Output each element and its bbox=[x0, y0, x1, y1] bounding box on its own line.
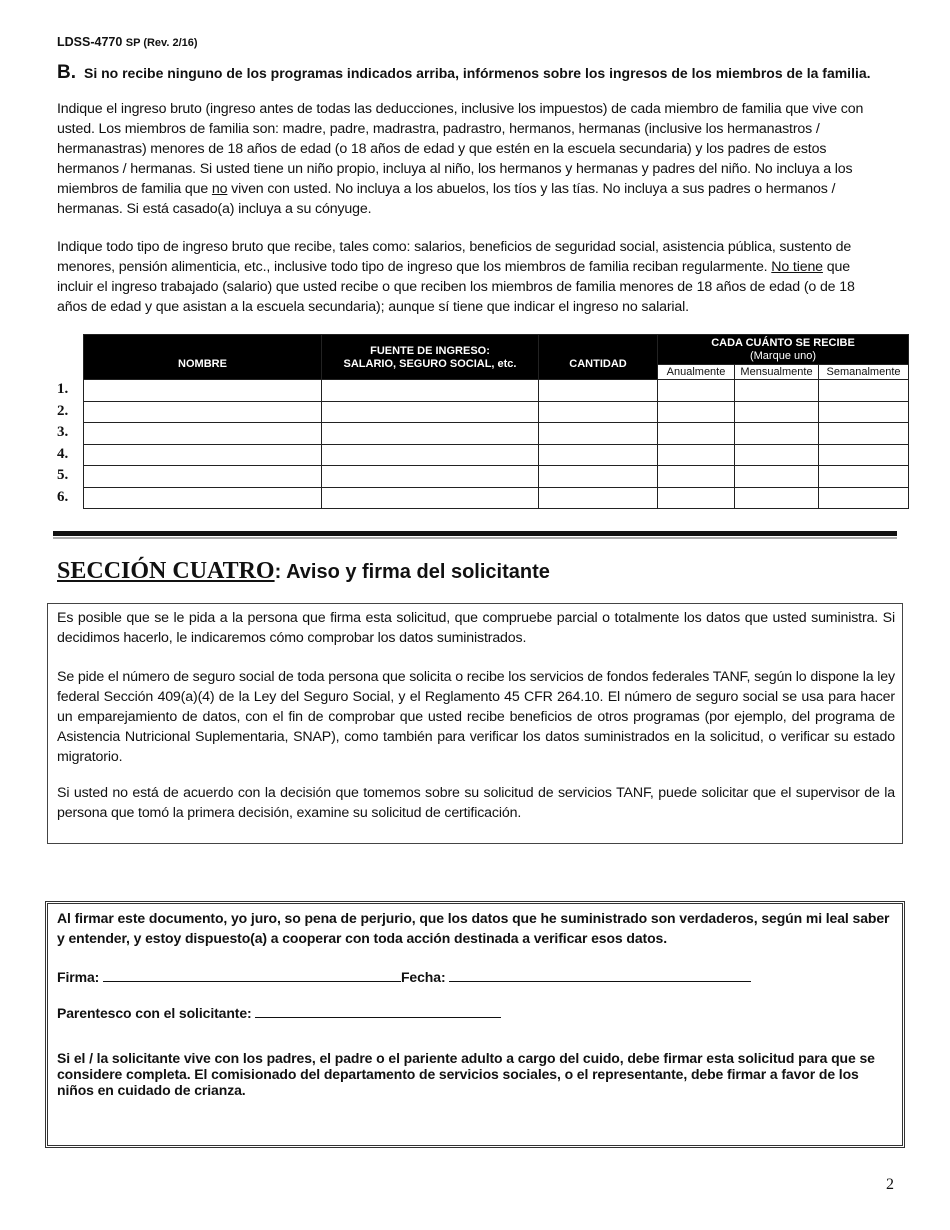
form-code-main: LDSS-4770 bbox=[57, 35, 123, 49]
table-row bbox=[84, 444, 909, 466]
section-b-letter: B. bbox=[57, 62, 76, 83]
anualmente-cell[interactable] bbox=[658, 466, 735, 488]
table-row bbox=[84, 466, 909, 488]
section-four-title bbox=[57, 558, 550, 585]
anualmente-cell[interactable] bbox=[658, 401, 735, 423]
table-row bbox=[84, 423, 909, 445]
para2-text-a: Indique todo tipo de ingreso bruto que recibe, tales como: salarios, beneficios de seguridad social, asistencia pública, sustento de menores, pensión alimenticia, etc., inclusive todo tipo de ingreso que los miembros de familia reciban regularmente. bbox=[57, 239, 852, 275]
oath-text: Al firmar este documento, yo juro, so pena de perjurio, que los datos que he suministrado son verdaderos, según mi leal saber y entender, y estoy dispuesto(a) a cooperar con toda acción destinada a verificar esos datos. bbox=[57, 910, 890, 946]
freq-mensualmente-header: Mensualmente bbox=[735, 365, 819, 380]
row-number: 2. bbox=[57, 403, 69, 419]
col-fuente-header bbox=[322, 335, 539, 380]
notice-paragraph-3: Si usted no está de acuerdo con la decisión que tomemos sobre su solicitud de servicios TANF, puede solicitar que el supervisor de la persona que tomó la primera decisión, examine su solicitud de certificación. bbox=[57, 785, 895, 821]
col-fuente-line2: SALARIO, SEGURO SOCIAL, etc. bbox=[343, 358, 517, 370]
parents-note: Si el / la solicitante vive con los padres, el padre o el pariente adulto a cargo del cuido, debe firmar esta solicitud para que se considere completa. El comisionado del departamento de servicios sociales, o el representante, debe firmar a favor de los niños en cuidado de crianza. bbox=[57, 1050, 875, 1098]
cantidad-cell[interactable] bbox=[539, 444, 658, 466]
cantidad-cell[interactable] bbox=[539, 401, 658, 423]
freq-anualmente-header: Anualmente bbox=[658, 365, 735, 380]
col-cantidad-header: CANTIDAD bbox=[539, 335, 658, 380]
nombre-cell[interactable] bbox=[84, 487, 322, 509]
firma-field[interactable] bbox=[103, 967, 401, 982]
mensualmente-cell[interactable] bbox=[735, 466, 819, 488]
anualmente-cell[interactable] bbox=[658, 487, 735, 509]
form-code bbox=[57, 35, 198, 49]
row-number: 4. bbox=[57, 446, 69, 462]
cantidad-cell[interactable] bbox=[539, 380, 658, 402]
freq-semanalmente-header: Semanalmente bbox=[819, 365, 909, 380]
para2-underlined: No tiene bbox=[771, 259, 823, 275]
section-divider bbox=[53, 531, 897, 536]
row-number: 6. bbox=[57, 489, 69, 505]
table-row bbox=[84, 487, 909, 509]
section-b-heading-text: Si no recibe ninguno de los programas indicados arriba, infórmenos sobre los ingresos de los miembros de la familia. bbox=[84, 65, 871, 81]
semanalmente-cell[interactable] bbox=[819, 444, 909, 466]
parentesco-field[interactable] bbox=[255, 1003, 501, 1018]
semanalmente-cell[interactable] bbox=[819, 401, 909, 423]
mensualmente-cell[interactable] bbox=[735, 401, 819, 423]
semanalmente-cell[interactable] bbox=[819, 466, 909, 488]
fuente-cell[interactable] bbox=[322, 401, 539, 423]
nombre-cell[interactable] bbox=[84, 380, 322, 402]
para1-underlined: no bbox=[211, 181, 228, 197]
col-frecuencia-header bbox=[658, 335, 909, 365]
nombre-cell[interactable] bbox=[84, 466, 322, 488]
section-divider-shadow bbox=[53, 537, 897, 539]
fecha-field[interactable] bbox=[449, 967, 751, 982]
col-nombre-header: NOMBRE bbox=[84, 335, 322, 380]
freq-subtitle: (Marque uno) bbox=[749, 350, 817, 362]
section-b-heading bbox=[57, 62, 917, 84]
fuente-cell[interactable] bbox=[322, 423, 539, 445]
nombre-cell[interactable] bbox=[84, 444, 322, 466]
section-b-paragraph-2 bbox=[57, 237, 877, 317]
mensualmente-cell[interactable] bbox=[735, 444, 819, 466]
para2-text-b: que incluir el ingreso trabajado (salario) que usted recibe o que reciben los miembros de familia menores de 18 años de edad (o de 18 años de edad y que asistan a la escuela secundaria); aunque sí tiene que indicar el ingreso no salarial. bbox=[57, 259, 855, 315]
parentesco-label: Parentesco con el solicitante: bbox=[57, 1005, 252, 1021]
anualmente-cell[interactable] bbox=[658, 423, 735, 445]
fecha-label: Fecha: bbox=[400, 969, 446, 985]
row-number: 1. bbox=[57, 381, 69, 397]
col-fuente-line1: FUENTE DE INGRESO: bbox=[370, 345, 490, 357]
firma-fecha-row bbox=[57, 967, 897, 987]
section-four-title-rest: : Aviso y firma del solicitante bbox=[274, 561, 550, 583]
fuente-cell[interactable] bbox=[322, 380, 539, 402]
semanalmente-cell[interactable] bbox=[819, 380, 909, 402]
semanalmente-cell[interactable] bbox=[819, 487, 909, 509]
parentesco-row bbox=[57, 1003, 897, 1023]
para1-text-b: viven con usted. No incluya a los abuelos, los tíos y las tías. No incluya a sus padres o hermanos / hermanas. Si está casado(a) incluya a su cónyuge. bbox=[57, 181, 836, 217]
para1-text-a: Indique el ingreso bruto (ingreso antes de todas las deducciones, inclusive los impuestos) de cada miembro de familia que vive con usted. Los miembros de familia son: madre, padre, madrastra, padrastro, hermanos, hermanas (inclusive los hermanastros / hermanastras) menores de 18 años de edad (o 18 años de edad y que estén en la escuela secundaria) y los padres de estos hermanos / hermanas. Si usted tiene un niño propio, incluya al niño, los hermanos y hermanas y padres del niño. No incluya a los miembros de familia que bbox=[57, 101, 864, 197]
fuente-cell[interactable] bbox=[322, 487, 539, 509]
table-row bbox=[84, 401, 909, 423]
mensualmente-cell[interactable] bbox=[735, 380, 819, 402]
section-four-title-serif: SECCIÓN CUATRO bbox=[57, 558, 275, 584]
row-number: 3. bbox=[57, 424, 69, 440]
notice-paragraph-1: Es posible que se le pida a la persona que firma esta solicitud, que compruebe parcial o totalmente los datos que usted suministra. Si decidimos hacerlo, le indicaremos cómo comprobar los datos suministrados. bbox=[57, 610, 895, 646]
cantidad-cell[interactable] bbox=[539, 423, 658, 445]
fuente-cell[interactable] bbox=[322, 466, 539, 488]
row-number: 5. bbox=[57, 467, 69, 483]
firma-label: Firma: bbox=[57, 969, 100, 985]
anualmente-cell[interactable] bbox=[658, 380, 735, 402]
fuente-cell[interactable] bbox=[322, 444, 539, 466]
notice-paragraph-2: Se pide el número de seguro social de toda persona que solicita o recibe los servicios de fondos federales TANF, según lo dispone la ley federal Sección 409(a)(4) de la Ley del Seguro Social, y el Reglamento 45 CFR 264.10. El número de seguro social se usa para hacer un emparejamiento de datos, con el fin de comprobar que usted recibe beneficios de otros programas (por ejemplo, del programa de Asistencia Nutricional Suplementaria, SNAP), como también para verificar los datos suministrados en la solicitud, o verificar su estado migratorio. bbox=[57, 669, 895, 765]
signature-box bbox=[45, 901, 905, 1148]
cantidad-cell[interactable] bbox=[539, 466, 658, 488]
form-code-rev: SP (Rev. 2/16) bbox=[125, 37, 198, 49]
income-table bbox=[83, 334, 909, 509]
mensualmente-cell[interactable] bbox=[735, 423, 819, 445]
page-number: 2 bbox=[886, 1176, 894, 1193]
nombre-cell[interactable] bbox=[84, 423, 322, 445]
mensualmente-cell[interactable] bbox=[735, 487, 819, 509]
cantidad-cell[interactable] bbox=[539, 487, 658, 509]
anualmente-cell[interactable] bbox=[658, 444, 735, 466]
semanalmente-cell[interactable] bbox=[819, 423, 909, 445]
notice-box bbox=[47, 603, 903, 844]
table-row bbox=[84, 380, 909, 402]
freq-title: CADA CUÁNTO SE RECIBE bbox=[711, 337, 855, 349]
section-b-paragraph-1 bbox=[57, 99, 877, 219]
nombre-cell[interactable] bbox=[84, 401, 322, 423]
